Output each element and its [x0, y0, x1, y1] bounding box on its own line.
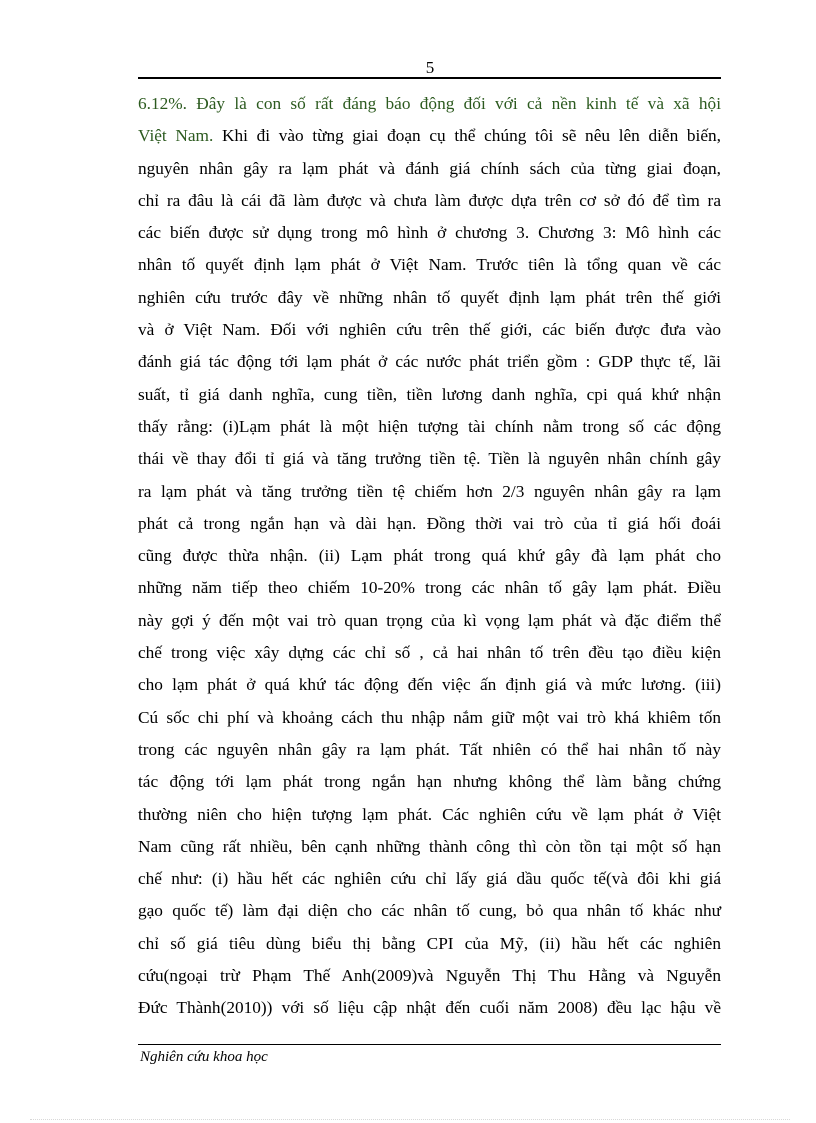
text-line: đánh giá tác động tới lạm phát ở các nước phát triển gồm : GDP thực tế, lãi [138, 352, 721, 372]
footer-text: Nghiên cứu khoa học [140, 1049, 268, 1065]
footer-rule [138, 1044, 721, 1045]
text-line: nguyên nhân gây ra lạm phát và đánh giá chính sách của từng giai đoạn, [138, 158, 721, 178]
text-line: chỉ ra đâu là cái đã làm được và chưa làm được dựa trên cơ sở đó để tìm ra [138, 190, 721, 210]
text-line: phát cả trong ngắn hạn và dài hạn. Đồng thời vai trò của tỉ giá hối đoái [138, 513, 721, 533]
text-line: này gợi ý đến một vai trò quan trọng của kì vọng lạm phát và đặc điểm thể [138, 610, 721, 630]
text-line: Nam cũng rất nhiều, bên cạnh những thành công thì còn tồn tại một số hạn [138, 836, 721, 856]
text-line: thường niên cho hiện tượng lạm phát. Các nghiên cứu về lạm phát ở Việt [138, 804, 721, 824]
text-line: trong các nguyên nhân gây ra lạm phát. Tất nhiên có thể hai nhân tố này [138, 739, 721, 759]
text-line: suất, tỉ giá danh nghĩa, cung tiền, tiền lương danh nghĩa, cpi quá khứ nhận [138, 384, 721, 404]
text-line: Cú sốc chi phí và khoảng cách thu nhập nắm giữ một vai trò khá khiêm tốn [138, 707, 721, 727]
text-line: những năm tiếp theo chiếm 10-20% trong các nhân tố gây lạm phát. Điều [138, 578, 721, 598]
text-line: cứu(ngoại trừ Phạm Thế Anh(2009)và Nguyễn Thị Thu Hằng và Nguyễn [138, 966, 721, 986]
text-line: chế trong việc xây dựng các chỉ số , cả hai nhân tố trên đều tạo điều kiện [138, 643, 721, 663]
text-line: nghiên cứu trước đây về những nhân tố quyết định lạm phát trên thế giới [138, 287, 721, 307]
page-bottom-dots [30, 1119, 790, 1120]
text-line: các biến được sử dụng trong mô hình ở chương 3. Chương 3: Mô hình các [138, 223, 721, 243]
text-line: gạo quốc tế) làm đại diện cho các nhân tố cung, bỏ qua nhân tố khác như [138, 901, 721, 921]
text-line: cho lạm phát ở quá khứ tác động đến việc ấn định giá và mức lương. (iii) [138, 675, 721, 695]
text-line: Đức Thành(2010)) với số liệu cập nhật đến cuối năm 2008) đều lạc hậu về [138, 998, 721, 1018]
text-segment: Khi đi vào từng giai đoạn cụ thể chúng tôi sẽ nêu lên diễn biến, [213, 126, 721, 146]
page-number: 5 [425, 58, 435, 77]
text-line: thấy rằng: (i)Lạm phát là một hiện tượng tài chính nằm trong số các động [138, 416, 721, 436]
text-line: 6.12%. Đây là con số rất đáng báo động đối với cả nền kinh tế và xã hội [138, 94, 721, 113]
body-text [138, 88, 721, 1025]
text-line: tác động tới lạm phát trong ngắn hạn nhưng không thể làm bằng chứng [138, 772, 721, 792]
text-line: và ở Việt Nam. Đối với nghiên cứu trên thế giới, các biến được đưa vào [138, 320, 721, 340]
text-line: nhân tố quyết định lạm phát ở Việt Nam. Trước tiên là tổng quan về các [138, 255, 721, 275]
highlight-text: Việt Nam. [138, 126, 214, 146]
text-line: ra lạm phát và tăng trưởng tiền tệ chiếm hơn 2/3 nguyên nhân gây ra lạm [138, 481, 721, 501]
text-line: chế như: (i) hầu hết các nghiên cứu chỉ lấy giá dầu quốc tế(và đôi khi giá [138, 869, 721, 889]
text-line [138, 120, 721, 152]
header-rule [138, 77, 721, 79]
text-line: cũng được thừa nhận. (ii) Lạm phát trong quá khứ gây đà lạm phát cho [138, 546, 721, 566]
text-line: thái về thay đổi tỉ giá và tăng trưởng tiền tệ. Tiền là nguyên nhân chính gây [138, 449, 721, 469]
text-line: chỉ số giá tiêu dùng biểu thị bằng CPI của Mỹ, (ii) hầu hết các nghiên [138, 933, 721, 953]
